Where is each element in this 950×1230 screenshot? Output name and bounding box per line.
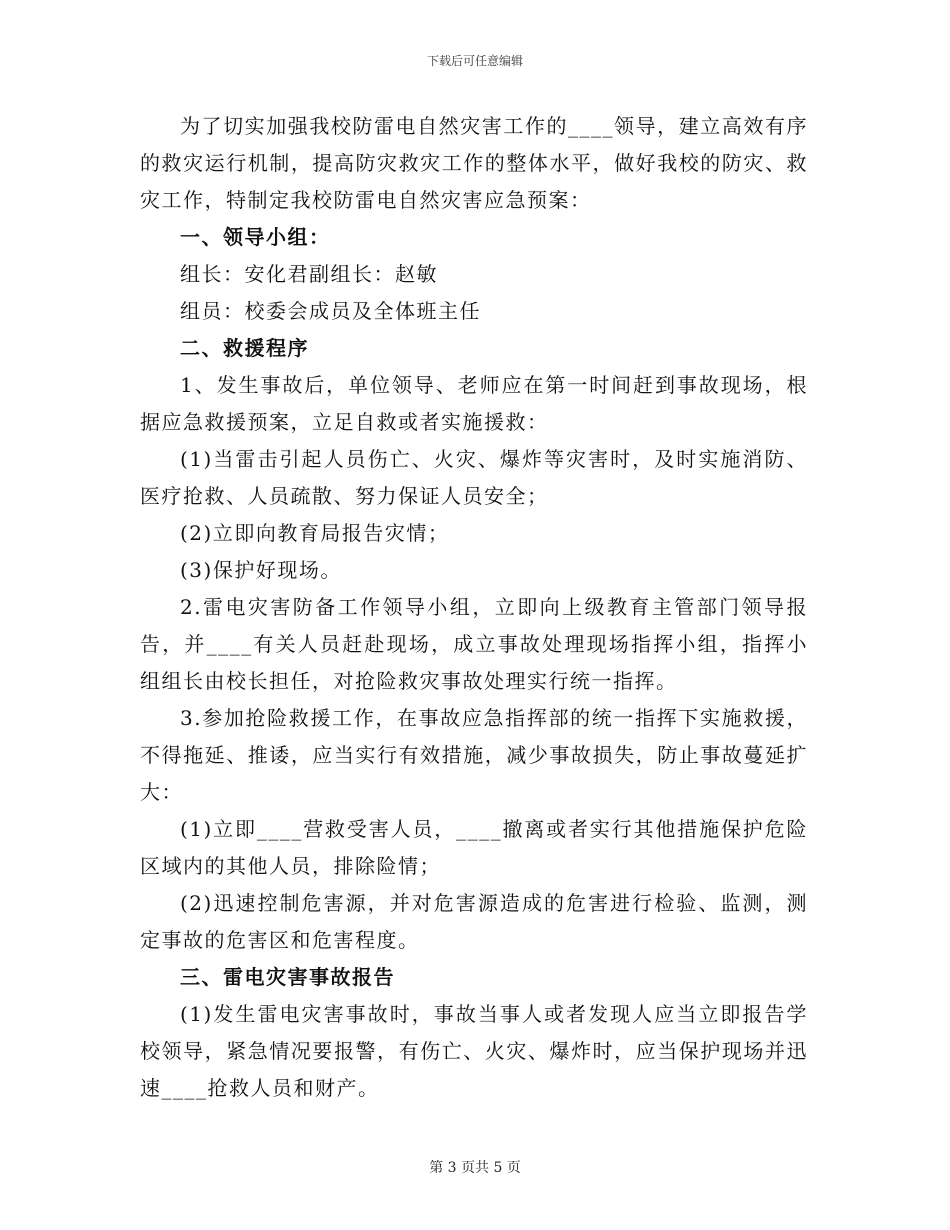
- document-body: [140, 108, 808, 1107]
- members-line: 组员：校委会成员及全体班主任: [180, 299, 481, 323]
- rescue-step-1: 1、发生事故后，单位领导、老师应在第一时间赶到事故现场，根据应急救援预案，立足自救或者实施援救：: [140, 373, 808, 434]
- section-heading-report: 三、雷电灾害事故报告: [180, 965, 395, 989]
- rescue-step-1-item-1: (1)当雷击引起人员伤亡、火灾、爆炸等灾害时，及时实施消防、医疗抢救、人员疏散、努力保证人员安全；: [140, 447, 808, 508]
- intro-paragraph: 为了切实加强我校防雷电自然灾害工作的____领导，建立高效有序的救灾运行机制，提高防灾救灾工作的整体水平，做好我校的防灾、救灾工作，特制定我校防雷电自然灾害应急预案：: [140, 114, 808, 212]
- rescue-step-1-item-3: (3)保护好现场。: [180, 558, 342, 582]
- section-heading-rescue: 二、救援程序: [180, 336, 309, 360]
- page-footer: 第 3 页共 5 页: [429, 1160, 521, 1176]
- rescue-step-3-item-1: (1)立即____营救受害人员，____撤离或者实行其他措施保护危险区域内的其他人员，排除险情；: [140, 817, 808, 878]
- rescue-step-1-item-2: (2)立即向教育局报告灾情；: [180, 521, 450, 545]
- rescue-step-2: 2.雷电灾害防备工作领导小组，立即向上级教育主管部门领导报告，并____有关人员赶赴现场，成立事故处理现场指挥小组，指挥小组组长由校长担任，对抢险救灾事故处理实行统一指挥。: [140, 595, 808, 693]
- leader-line: 组长：安化君副组长：赵敏: [180, 262, 438, 286]
- rescue-step-3: 3.参加抢险救援工作，在事故应急指挥部的统一指挥下实施救援，不得拖延、推诿，应当实行有效措施，减少事故损失，防止事故蔓延扩大：: [140, 706, 808, 804]
- report-item-1: (1)发生雷电灾害事故时，事故当事人或者发现人应当立即报告学校领导，紧急情况要报警，有伤亡、火灾、爆炸时，应当保护现场并迅速____抢救人员和财产。: [140, 1002, 808, 1100]
- rescue-step-3-item-2: (2)迅速控制危害源，并对危害源造成的危害进行检验、监测，测定事故的危害区和危害程度。: [140, 891, 808, 952]
- page-header: 下载后可任意编辑: [426, 54, 523, 68]
- section-heading-leadership: 一、领导小组：: [180, 225, 331, 249]
